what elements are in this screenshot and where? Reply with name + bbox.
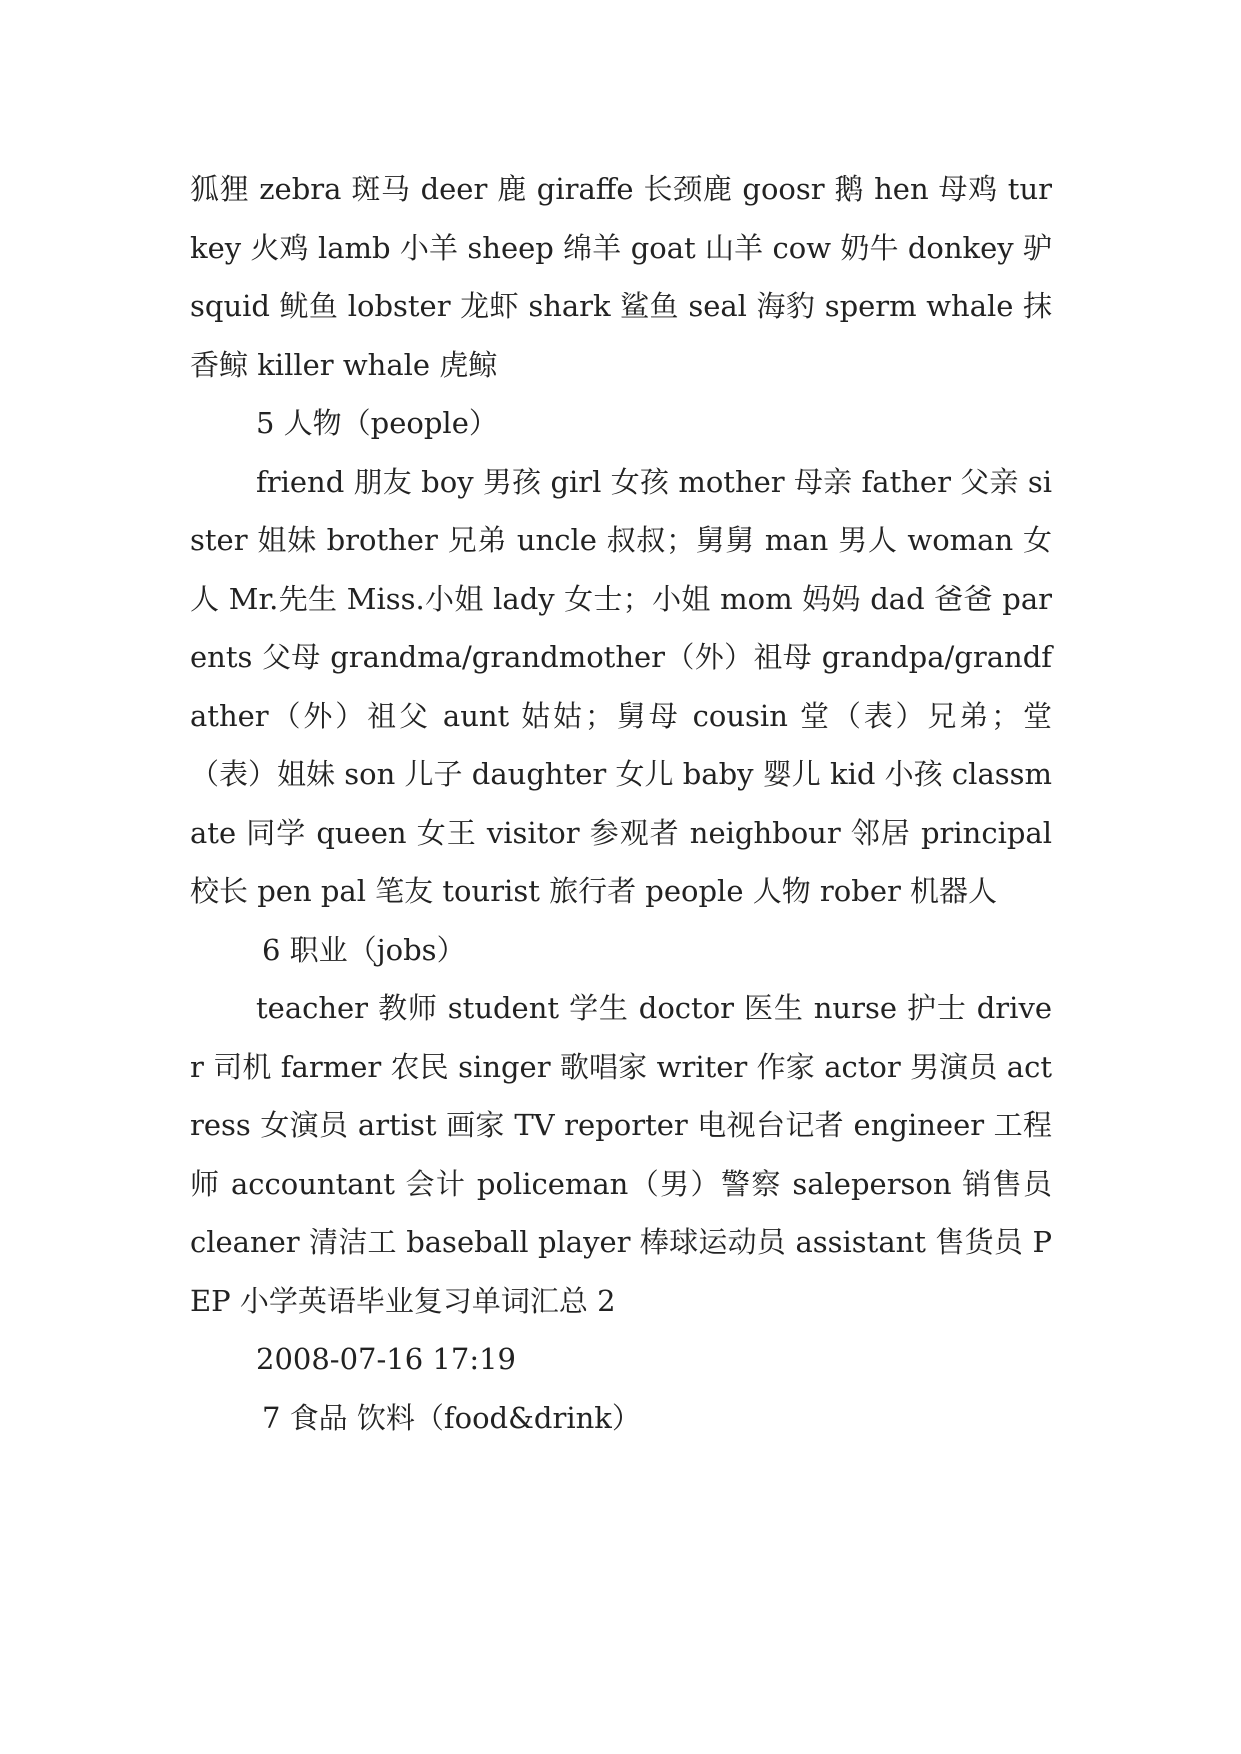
document-page [190,160,1052,1447]
animals-continued-paragraph: 狐狸 zebra 斑马 deer 鹿 giraffe 长颈鹿 goosr 鹅 hen 母鸡 turkey 火鸡 lamb 小羊 sheep 绵羊 goat 山羊 cow 奶牛 donkey 驴 squid 鱿鱼 lobster 龙虾 shark 鲨鱼 seal 海豹 sperm whale 抹香鲸 killer whale 虎鲸 [190,172,1052,382]
section-jobs-paragraph: teacher 教师 student 学生 doctor 医生 nurse 护士 driver 司机 farmer 农民 singer 歌唱家 writer 作家 actor 男演员 actress 女演员 artist 画家 TV reporter 电视台记者 engineer 工程师 accountant 会计 policeman（男）警察 saleperson 销售员 cleaner 清洁工 baseball player 棒球运动员 assistant 售货员 PEP 小学英语毕业复习单词汇总 2 [190,991,1052,1318]
section-people-paragraph: friend 朋友 boy 男孩 girl 女孩 mother 母亲 father 父亲 sister 姐妹 brother 兄弟 uncle 叔叔；舅舅 man 男人 woman 女人 Mr.先生 Miss.小姐 lady 女士；小姐 mom 妈妈 dad 爸爸 parents 父母 grandma/grandmother（外）祖母 grandpa/grandfather（外）祖父 aunt 姑姑；舅母 cousin 堂（表）兄弟；堂（表）姐妹 son 儿子 daughter 女儿 baby 婴儿 kid 小孩 classmate 同学 queen 女王 visitor 参观者 neighbour 邻居 principal 校长 pen pal 笔友 tourist 旅行者 people 人物 rober 机器人 [190,464,1052,908]
section-jobs-heading: 6 职业（jobs） [262,932,466,967]
timestamp-line: 2008-07-16 17:19 [256,1342,516,1376]
section-food-heading: 7 食品 饮料（food&drink） [262,1400,641,1435]
section-people-heading: 5 人物（people） [256,406,498,440]
